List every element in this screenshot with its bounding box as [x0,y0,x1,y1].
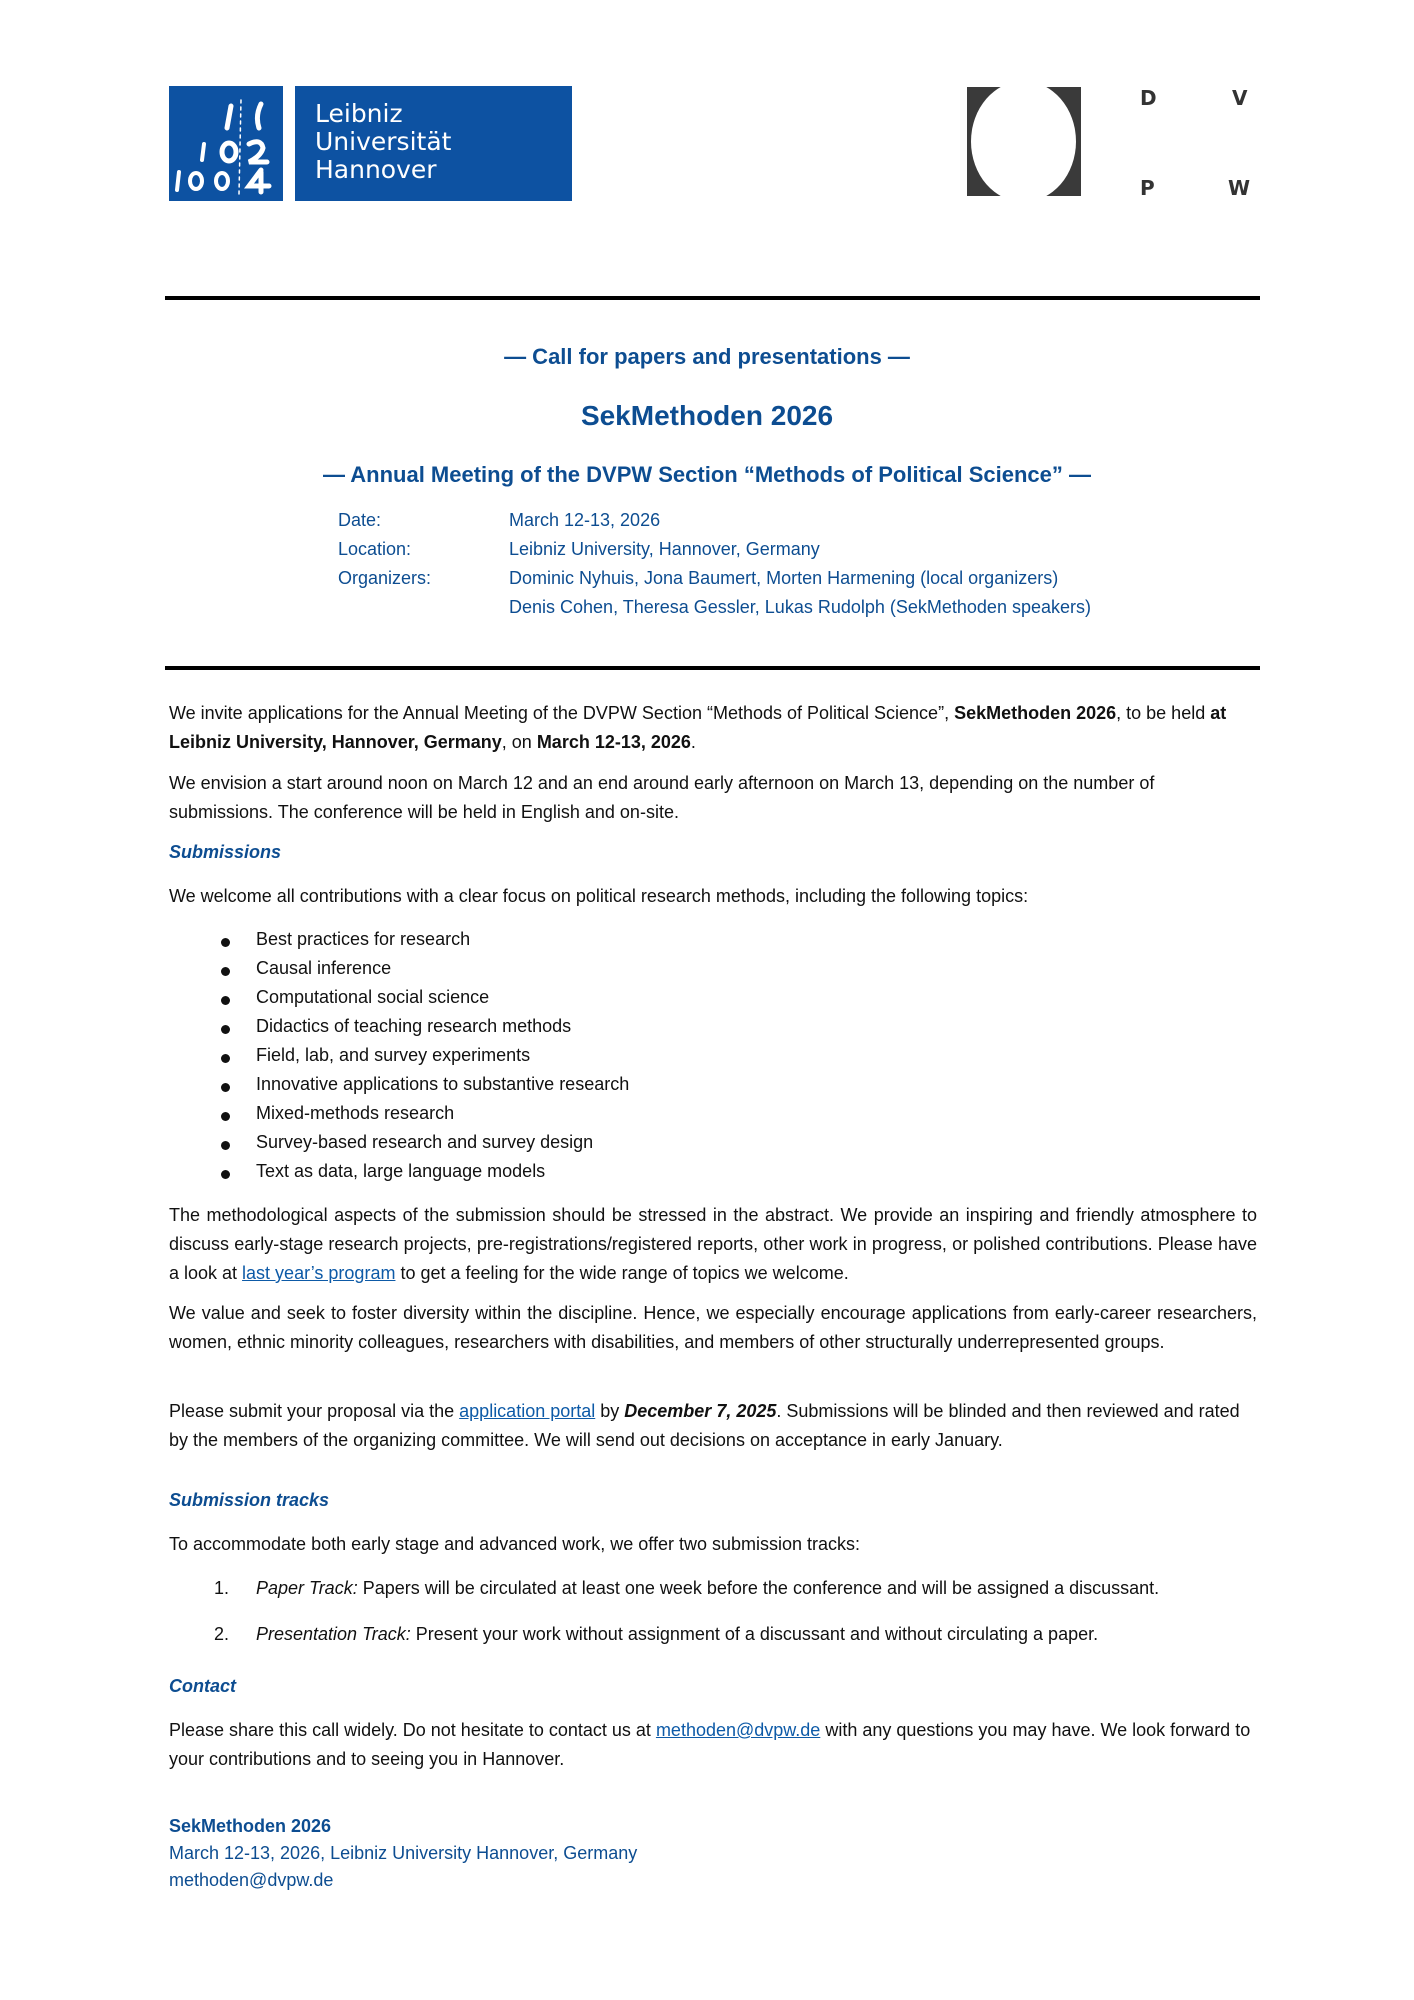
contact-email-link[interactable]: methoden@dvpw.de [655,1720,821,1740]
location-value: Leibniz University, Hannover, Germany [509,539,820,559]
luh-name-line: Leibniz [315,99,403,128]
bullet-icon [221,967,230,976]
organizers-line-1: Dominic Nyhuis, Jona Baumert, Morten Harmening (local organizers) [509,568,1059,588]
topic-item: Best practices for research [256,929,471,949]
dvpw-logo-mark [967,87,1081,196]
track-number: 2. [214,1624,230,1644]
bullet-icon [221,1112,230,1121]
top-divider [165,296,1260,300]
submissions-heading: Submissions [169,842,282,862]
page-title: SekMethoden 2026 [580,400,834,431]
track-number: 1. [214,1578,230,1598]
schedule-paragraph: We envision a start around noon on March 12 and an end around early afternoon on March 13, depending on the number of submissions. The conference will be held in English and on-site. [169,773,1155,822]
luh-logo-wordmark [295,86,572,201]
bullet-icon [221,996,230,1005]
organizers-line-2: Denis Cohen, Theresa Gessler, Lukas Rudolph (SekMethoden speakers) [509,597,1091,617]
intro-text: . [690,732,696,752]
bullet-icon [221,1083,230,1092]
last-year-program-link[interactable]: last year’s program [242,1263,396,1283]
kicker-heading: — Call for papers and presentations — [504,344,910,369]
intro-paragraph [169,699,1257,757]
bullet-icon [221,938,230,947]
topic-item: Causal inference [256,958,392,978]
tracks-lead: To accommodate both early stage and advanced work, we offer two submission tracks: [169,1534,861,1554]
subtitle-heading: — Annual Meeting of the DVPW Section “Methods of Political Science” — [322,462,1092,487]
deadline-date: December 7, 2025 [624,1401,777,1421]
luh-name-line: Hannover [315,155,437,184]
intro-bold-location: at Leibniz University, Hannover, Germany [169,703,1227,752]
luh-numerals-icon [169,86,283,201]
contact-paragraph [169,1716,1257,1774]
date-value: March 12-13, 2026 [509,510,661,530]
date-label: Date: [338,510,382,530]
intro-bold-title: SekMethoden 2026 [954,703,1117,723]
footer-title: SekMethoden 2026 [169,1816,332,1836]
location-label: Location: [338,539,412,559]
track-description: Papers will be circulated at least one week before the conference and will be assigned a discussant. [357,1578,1160,1598]
dvpw-letter-d: D [1140,86,1157,110]
dvpw-letter-w: W [1228,176,1251,200]
tracks-heading: Submission tracks [169,1490,330,1510]
header-bottom-divider [165,666,1260,670]
track-name: Paper Track: [256,1578,358,1598]
submit-text: by [595,1401,625,1421]
footer-date-location: March 12-13, 2026, Leibniz University Hannover, Germany [169,1843,638,1863]
topic-item: Text as data, large language models [256,1161,546,1181]
bullet-icon [221,1054,230,1063]
bullet-icon [221,1141,230,1150]
submit-paragraph [169,1397,1257,1455]
contact-text: with any questions you may have. We look forward to your contributions and to seeing you in Hannover. [169,1720,1251,1769]
topic-item: Mixed-methods research [256,1103,455,1123]
bullet-icon [221,1170,230,1179]
submissions-lead: We welcome all contributions with a clear focus on political research methods, including the following topics: [169,886,1029,906]
intro-text: We invite applications for the Annual Meeting of the DVPW Section “Methods of Political Science”, [169,703,955,723]
methodology-text: to get a feeling for the wide range of topics we welcome. [395,1263,849,1283]
luh-name-line: Universität [315,127,452,156]
intro-bold-date: March 12-13, 2026 [536,732,691,752]
topic-item: Computational social science [256,987,490,1007]
luh-logo-numerals [169,86,283,201]
bullet-icon [221,1025,230,1034]
contact-text: Please share this call widely. Do not hesitate to contact us at [169,1720,656,1740]
track-item-paper [256,1578,1159,1599]
submit-text: Please submit your proposal via the [169,1401,460,1421]
contact-heading: Contact [169,1676,236,1696]
footer [169,1813,637,1894]
track-name: Presentation Track: [256,1624,411,1644]
application-portal-link[interactable]: application portal [459,1401,596,1421]
footer-email: methoden@dvpw.de [169,1870,334,1890]
track-item-presentation [256,1624,1098,1645]
methodology-paragraph [169,1201,1257,1288]
intro-text: , on [501,732,537,752]
dvpw-letter-p: P [1140,176,1155,200]
diversity-paragraph: We value and seek to foster diversity within the discipline. Hence, we especially encourage applications from early-career researchers, women, ethnic minority colleagues, researchers with disabilities, and members of other structurally underrepresented groups. [169,1303,1257,1352]
topic-item: Innovative applications to substantive research [256,1074,630,1094]
methodology-text: The methodological aspects of the submission should be stressed in the abstract. We provide an inspiring and friendly atmosphere to discuss early-stage research projects, pre-registrations/registered reports, other work in progress, or polished contributions. Please have a look at [169,1205,1257,1283]
topic-item: Didactics of teaching research methods [256,1016,572,1036]
organizers-label: Organizers: [338,568,432,588]
dvpw-circle-icon [971,87,1076,196]
topic-item: Survey-based research and survey design [256,1132,594,1152]
track-description: Present your work without assignment of a discussant and without circulating a paper. [410,1624,1099,1644]
topic-item: Field, lab, and survey experiments [256,1045,531,1065]
submit-text: . Submissions will be blinded and then reviewed and rated by the members of the organizing committee. We will send out decisions on acceptance in early January. [169,1401,1240,1450]
dvpw-letter-v: V [1232,86,1248,110]
intro-text: , to be held [1116,703,1211,723]
